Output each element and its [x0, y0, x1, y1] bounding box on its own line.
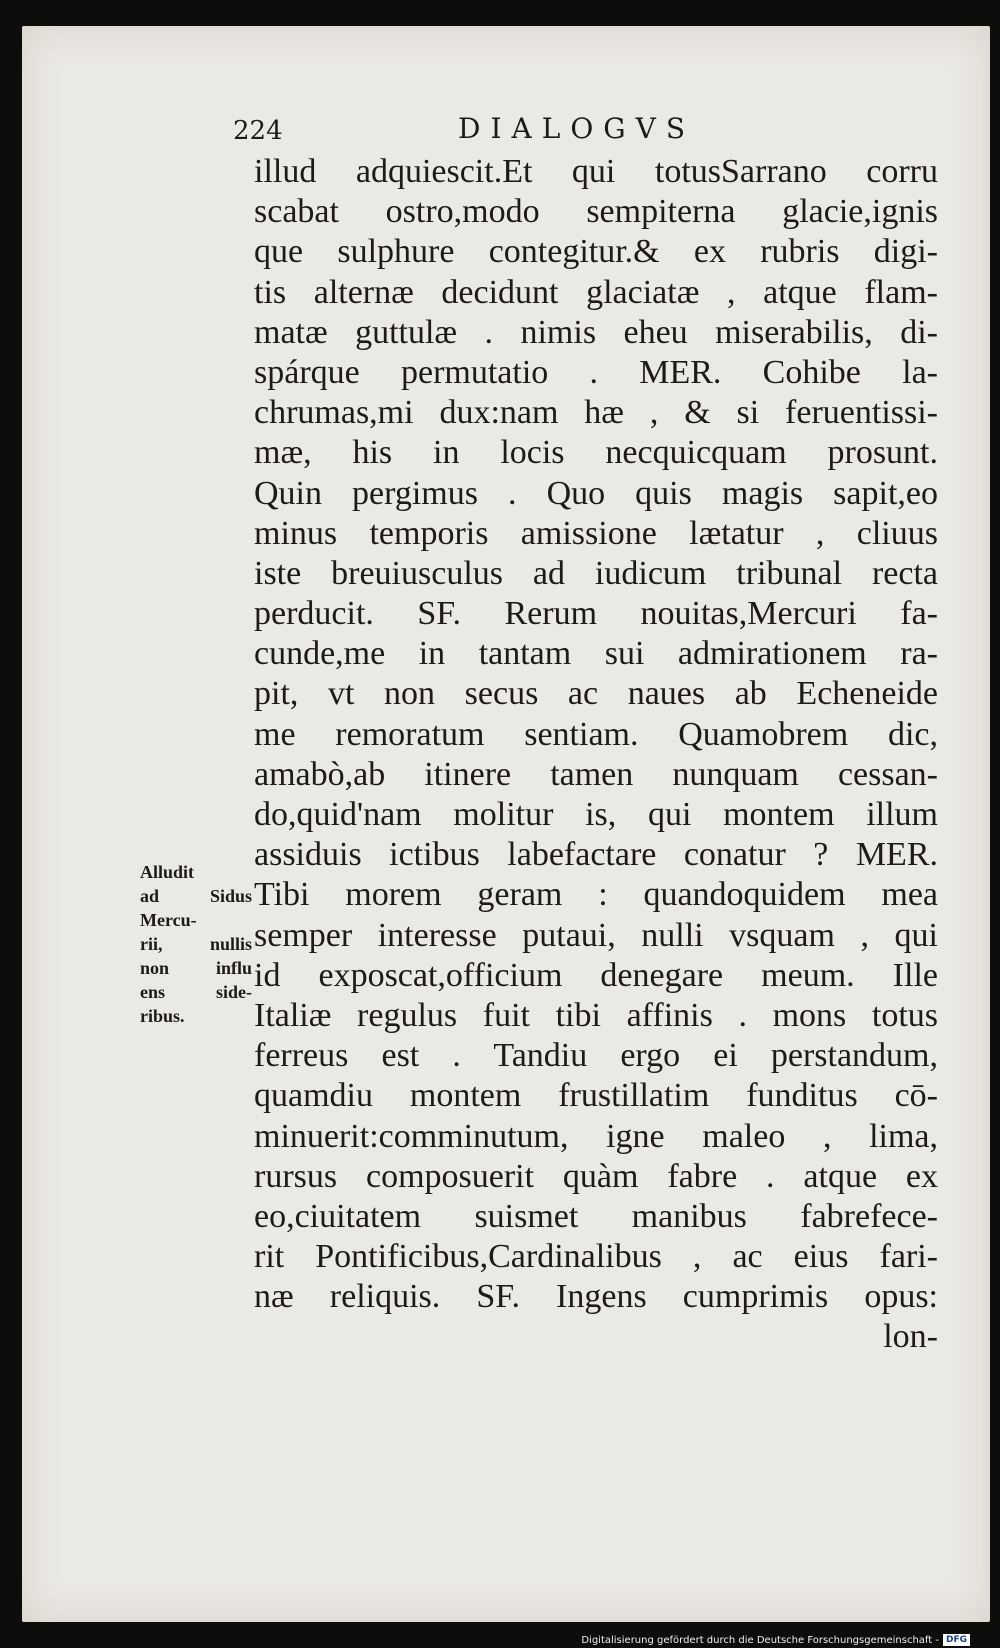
text-line: rit Pontificibus,Cardinalibus , ac eius fari- — [254, 1238, 938, 1276]
text-line: minus temporis amissione lætatur , cliuus — [254, 514, 938, 552]
text-line: eo,ciuitatem suismet manibus fabrefece- — [254, 1197, 938, 1235]
text-line: chrumas,mi dux:nam hæ , & si feruentissi- — [254, 394, 938, 432]
marginal-note-line: Mercu- — [140, 910, 197, 930]
marginal-note-line: ribus. — [140, 1006, 185, 1026]
text-line: minuerit:comminutum, igne maleo , lima, — [254, 1117, 938, 1155]
text-line: do,quid'nam molitur is, qui montem illum — [254, 796, 938, 833]
text-line: quamdiu montem frustillatim funditus cō- — [254, 1077, 938, 1115]
text-line: mæ, his in locis necquicquam prosunt. — [254, 434, 938, 472]
text-line: cunde,me in tantam sui admirationem ra- — [254, 635, 938, 673]
text-line: illud adquiescit.Et qui totusSarrano corru — [254, 153, 938, 190]
text-line: assiduis ictibus labefactare conatur ? MER. — [254, 836, 938, 874]
marginal-note-line: Alludit — [140, 862, 195, 882]
text-line: scabat ostro,modo sempiterna glacie,ignis — [254, 193, 938, 231]
credit-text: Digitalisierung gefördert durch die Deutsche Forschungsgemeinschaft - — [581, 1634, 939, 1646]
running-head — [233, 112, 723, 152]
text-line: matæ guttulæ . nimis eheu miserabilis, di- — [254, 313, 938, 351]
text-line: ferreus est . Tandiu ergo ei perstandum, — [254, 1037, 938, 1075]
text-line: semper interesse putaui, nulli vsquam , qui — [254, 916, 938, 954]
running-title: DIALOGVS — [458, 112, 696, 145]
marginal-note — [140, 860, 252, 1028]
text-line: Tibi morem geram : quandoquidem mea — [254, 876, 938, 914]
text-line: pit, vt non secus ac naues ab Echeneide — [254, 675, 938, 713]
page-number: 224 — [233, 116, 283, 146]
text-line: id exposcat,officium denegare meum. Ille — [254, 956, 938, 994]
marginal-note-line: non influ — [140, 958, 252, 978]
text-line: Quin pergimus . Quo quis magis sapit,eo — [254, 474, 938, 512]
text-line: me remoratum sentiam. Quamobrem dic, — [254, 715, 938, 753]
text-line: rursus composuerit quàm fabre . atque ex — [254, 1157, 938, 1195]
marginal-note-line: rii, nullis — [140, 934, 252, 954]
text-line: næ reliquis. SF. Ingens cumprimis opus: — [254, 1278, 938, 1316]
text-line: perducit. SF. Rerum nouitas,Mercuri fa- — [254, 595, 938, 633]
text-line: spárque permutatio . MER. Cohibe la- — [254, 353, 938, 391]
text-line: Italiæ regulus fuit tibi affinis . mons totus — [254, 996, 938, 1034]
marginal-note-line: ens side- — [140, 982, 252, 1002]
dfg-logo: DFG — [943, 1634, 970, 1646]
marginal-note-line: ad Sidus — [140, 886, 252, 906]
text-line: amabò,ab itinere tamen nunquam cessan- — [254, 755, 938, 793]
text-line: iste breuiusculus ad iudicum tribunal recta — [254, 554, 938, 592]
body-text — [254, 152, 938, 1358]
catchword: lon- — [883, 1318, 938, 1356]
text-line: tis alternæ decidunt glaciatæ , atque flam- — [254, 273, 938, 311]
digitization-credit — [581, 1634, 970, 1646]
text-line: que sulphure contegitur.& ex rubris digi- — [254, 233, 938, 271]
